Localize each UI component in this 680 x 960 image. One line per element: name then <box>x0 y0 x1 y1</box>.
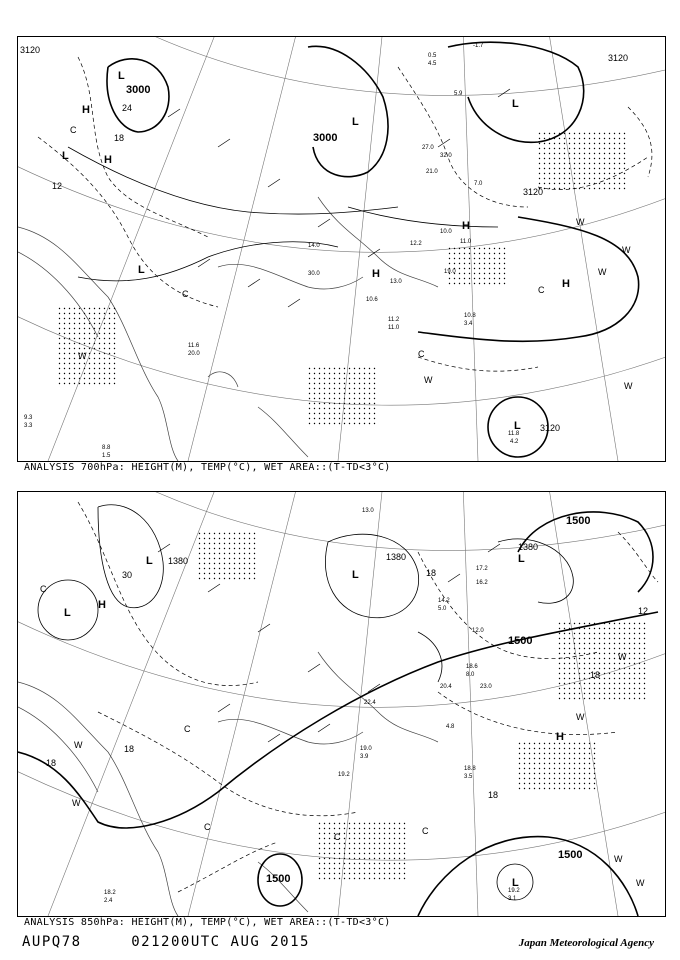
agency-name: Japan Meteorological Agency <box>518 937 654 949</box>
low-center: L <box>352 116 359 128</box>
obs-value: 17.2 <box>476 566 488 572</box>
obs-value: 12.0 <box>472 628 484 634</box>
high-center: H <box>82 104 90 116</box>
contour-label: 1380 <box>168 556 189 566</box>
warm-center: W <box>624 381 633 391</box>
temp-label: 18 <box>124 744 135 754</box>
obs-value: 0.5 <box>428 53 437 59</box>
contour-label: 3120 <box>20 45 41 55</box>
high-center: H <box>104 154 112 166</box>
map-caption: ANALYSIS 700hPa: HEIGHT(M), TEMP(°C), WET AREA::(T-TD<3°C) <box>24 462 391 473</box>
obs-value: 13.0 <box>362 508 374 514</box>
low-center: L <box>118 70 125 82</box>
obs-value: 22.4 <box>364 700 376 706</box>
contour-label: 1380 <box>518 542 539 552</box>
obs-value: 19.2 <box>508 888 520 894</box>
obs-value: 10.6 <box>366 297 378 303</box>
high-center: H <box>562 278 570 290</box>
warm-center: W <box>636 878 645 888</box>
temp-label: 18 <box>46 758 57 768</box>
bulletin-time: 021200UTC AUG 2015 <box>131 934 310 950</box>
obs-value: 4.8 <box>446 724 455 730</box>
obs-value: 4.2 <box>510 439 519 445</box>
temp-label: 18 <box>426 568 437 578</box>
obs-value: 18.2 <box>104 890 116 896</box>
analysis-700hpa-map <box>17 36 666 462</box>
warm-center: W <box>576 712 585 722</box>
cold-center: C <box>422 826 429 836</box>
high-center: H <box>98 599 106 611</box>
obs-value: 7.0 <box>474 181 483 187</box>
warm-center: W <box>576 217 585 227</box>
obs-value: 21.0 <box>426 169 438 175</box>
analysis-850hpa-map <box>17 491 666 917</box>
obs-value: 19.0 <box>444 269 456 275</box>
low-center: L <box>514 420 521 432</box>
obs-value: 27.0 <box>422 145 434 151</box>
obs-value: 8.8 <box>102 445 111 451</box>
temp-label: 18 <box>114 133 125 143</box>
obs-value: 18.6 <box>466 664 478 670</box>
cold-center: C <box>70 125 77 135</box>
obs-value: 3.9 <box>360 754 369 760</box>
low-center: L <box>512 877 519 889</box>
temp-label: 18 <box>590 670 601 680</box>
contour-label: 3120 <box>608 53 629 63</box>
obs-value: 5.9 <box>454 91 463 97</box>
obs-value: 3.1 <box>508 896 517 902</box>
warm-center: W <box>614 854 623 864</box>
contour-label: 1380 <box>386 552 407 562</box>
obs-value: 20.0 <box>188 351 200 357</box>
obs-value: 1.5 <box>102 453 111 459</box>
contour-label: 3000 <box>126 84 151 96</box>
obs-value: 16.2 <box>476 580 488 586</box>
warm-center: W <box>598 267 607 277</box>
obs-values <box>24 43 520 459</box>
cold-center: C <box>184 724 191 734</box>
obs-value: 8.0 <box>466 672 475 678</box>
obs-value: 4.5 <box>428 61 437 67</box>
contour-label: 3120 <box>540 423 561 433</box>
cold-center: C <box>182 289 189 299</box>
warm-center: W <box>72 798 81 808</box>
contour-label: 1500 <box>266 873 291 885</box>
obs-value: 13.0 <box>390 279 402 285</box>
obs-value: 11.2 <box>388 317 400 323</box>
obs-value: 3.5 <box>464 774 473 780</box>
obs-value: 19.2 <box>338 772 350 778</box>
obs-value: -1.7 <box>473 43 484 49</box>
high-center: H <box>556 731 564 743</box>
obs-value: 11.0 <box>388 325 400 331</box>
temp-label: 24 <box>122 103 133 113</box>
obs-value: 14.2 <box>438 598 450 604</box>
cold-center: C <box>204 822 211 832</box>
cold-center: C <box>418 349 425 359</box>
temp-label: 18 <box>488 790 499 800</box>
obs-value: 32.0 <box>440 153 452 159</box>
low-center: L <box>64 607 71 619</box>
bulletin-header <box>22 934 310 950</box>
height-contours-thin <box>38 505 573 900</box>
cold-center: C <box>538 285 545 295</box>
cold-center: C <box>40 584 47 594</box>
high-center: H <box>372 268 380 280</box>
warm-center: W <box>618 652 627 662</box>
warm-center: W <box>622 245 631 255</box>
bulletin-code: AUPQ78 <box>22 934 82 950</box>
warm-center: W <box>424 375 433 385</box>
obs-value: 30.0 <box>308 271 320 277</box>
obs-value: 5.0 <box>438 606 447 612</box>
obs-value: 10.8 <box>464 313 476 319</box>
obs-value: 18.8 <box>464 766 476 772</box>
warm-center: W <box>74 740 83 750</box>
map-caption: ANALYSIS 850hPa: HEIGHT(M), TEMP(°C), WET AREA::(T-TD<3°C) <box>24 917 391 928</box>
obs-value: 19.0 <box>360 746 372 752</box>
contour-label: 1500 <box>566 515 591 527</box>
temp-label: 12 <box>52 181 63 191</box>
cold-center: C <box>334 832 341 842</box>
obs-value: 11.6 <box>188 343 200 349</box>
obs-values <box>104 508 520 904</box>
contour-label: 1500 <box>508 635 533 647</box>
obs-value: 20.4 <box>440 684 452 690</box>
low-center: L <box>62 150 69 162</box>
obs-value: 12.2 <box>410 241 422 247</box>
obs-value: 11.0 <box>460 239 472 245</box>
temp-label: 30 <box>122 570 133 580</box>
low-center: L <box>518 553 525 565</box>
temp-labels <box>52 103 132 191</box>
low-center: L <box>146 555 153 567</box>
high-center: H <box>462 220 470 232</box>
low-center: L <box>138 264 145 276</box>
temp-label: 12 <box>638 606 649 616</box>
obs-value: 2.4 <box>104 898 113 904</box>
contour-label: 1500 <box>558 849 583 861</box>
height-contours-thin <box>68 147 498 281</box>
obs-value: 14.0 <box>308 243 320 249</box>
obs-value: 3.4 <box>464 321 473 327</box>
contour-label: 3120 <box>523 187 544 197</box>
low-center: L <box>352 569 359 581</box>
low-center: L <box>512 98 519 110</box>
obs-value: 3.3 <box>24 423 33 429</box>
warm-center: W <box>78 351 87 361</box>
obs-value: 9.3 <box>24 415 33 421</box>
obs-value: 23.0 <box>480 684 492 690</box>
obs-value: 11.8 <box>508 431 520 437</box>
obs-value: 10.0 <box>440 229 452 235</box>
contour-label: 3000 <box>313 132 338 144</box>
